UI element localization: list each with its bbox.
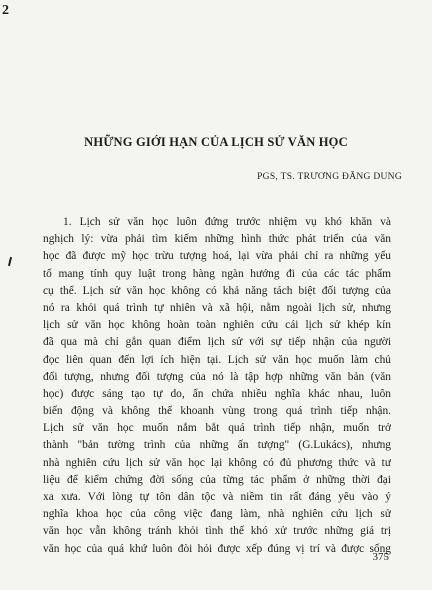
- body-line: văn học vẫn không tránh khỏi tình thế khó xử trước những giá trị: [43, 525, 391, 538]
- chapter-title: NHỮNG GIỚI HẠN CỦA LỊCH SỬ VĂN HỌC: [84, 135, 348, 149]
- corner-mark: 2: [2, 3, 9, 18]
- body-line: nghịch lý: vừa phải tìm kiếm những hình thức phát triển của văn: [43, 233, 391, 246]
- body-line: cụ thể. Lịch sử văn học không có khả năng tách biệt đối tượng của: [43, 284, 391, 297]
- body-line: nghĩa khoa học của công việc đang làm, nhà nghiên cứu lịch sử: [43, 508, 391, 521]
- body-line: nhà nghiên cứu lịch sử văn học lại không có đủ phương thức và tư: [43, 456, 391, 469]
- author-line: PGS, TS. TRƯƠNG ĐĂNG DUNG: [257, 172, 402, 182]
- body-line: tố mang tính quy luật trong hàng ngàn hướng đi của các tác phẩm: [43, 267, 391, 280]
- scan-speck: [8, 257, 12, 266]
- body-line: đã qua mà chỉ gắn quan điểm lịch sử với sự tiếp nhận của người: [43, 336, 391, 349]
- body-line: nó ra khỏi quá trình tự nhiên và xã hội, nằm ngoài lịch sử, nhưng: [43, 301, 391, 314]
- body-line: lịch sử văn học không hoàn toàn nghiên cứu cái lịch sử khép kín: [43, 319, 391, 332]
- body-line: học) được sáng tạo tự do, ẩn chứa nhiều nghĩa khác nhau, luôn: [43, 387, 391, 400]
- body-line: liệu để kiểm chứng đời sống của từng tác phẩm ở những thời đại: [43, 473, 391, 486]
- page-number: 375: [372, 551, 389, 563]
- body-line: xa xưa. Với lòng tự tôn dân tộc và niềm tin rất đáng yêu vào ý: [43, 491, 391, 503]
- body-line: văn học của quá khứ luôn đòi hỏi được xếp đúng vị trí và được sống: [43, 542, 391, 555]
- body-line: thành "bản tường trình của những ấn tượng" (G.Lukács), nhưng: [43, 439, 391, 452]
- body-line: Lịch sử văn học muốn nắm bắt quá trình tiếp nhận, muốn trở: [43, 422, 391, 435]
- body-text: [43, 214, 391, 558]
- body-line: đối tượng, nhưng đối tượng của nó là tập hợp những văn bản (văn: [43, 370, 391, 383]
- body-line: học đã được mỹ học trừu tượng hoá, lại vừa phải chỉ ra những yếu: [43, 250, 391, 263]
- body-line: biến động và không thể khoanh vùng trong quá trình tiếp nhận.: [43, 405, 391, 418]
- body-line: đọc liên quan đến lợi ích hiện tại. Lịch sử văn học muốn làm chủ: [43, 353, 391, 366]
- body-line: 1. Lịch sử văn học luôn đứng trước nhiệm vụ khó khăn và: [63, 216, 391, 228]
